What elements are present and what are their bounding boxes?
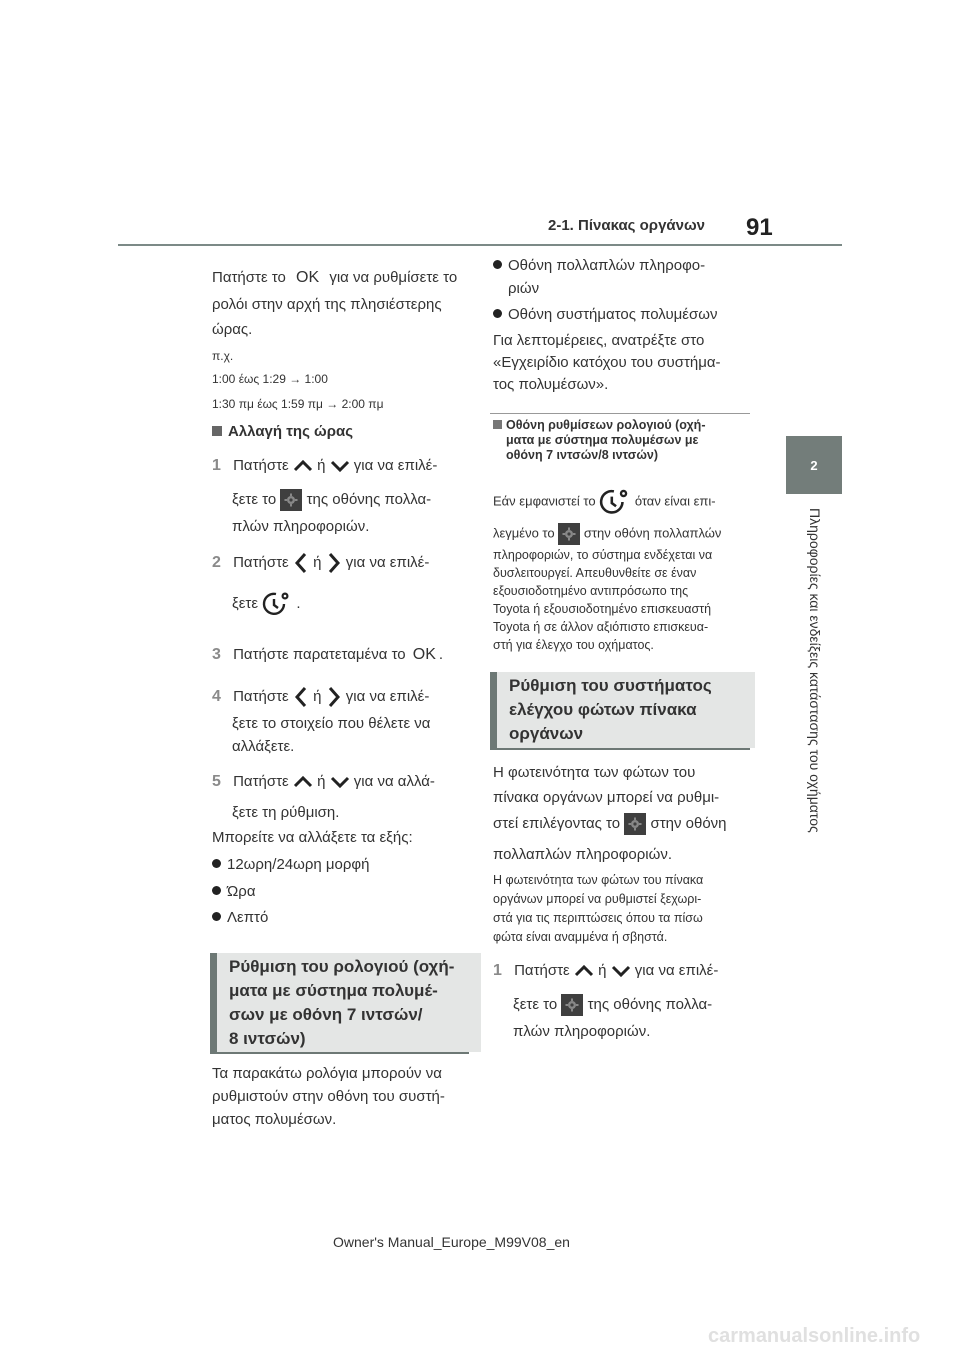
chevron-right-icon: [326, 686, 342, 708]
step-4-line-2: ξετε το στοιχείο που θέλετε να: [232, 715, 431, 732]
lights-body-line: πολλαπλών πληροφοριών.: [493, 846, 673, 863]
lights-body-line: στεί επιλέγοντας το στην οθόνη: [493, 813, 727, 835]
section-box-lights: Ρύθμιση του συστήματος ελέγχου φώτων πίνακα οργάνων: [490, 672, 755, 748]
chevron-left-icon: [293, 552, 309, 574]
intro-line-2: ρολόι στην αρχή της πλησιέστερης: [212, 296, 442, 313]
warning-line: Toyota ή εξουσιοδοτημένο επισκευαστή: [493, 602, 712, 616]
bullet-item-cont: ριών: [508, 280, 540, 297]
chapter-tab: 2: [786, 436, 842, 494]
lights-body-line: Η φωτεινότητα των φώτων του: [493, 764, 696, 781]
box-body-line: ρυθμιστούν στην οθόνη του συστή-: [212, 1088, 445, 1105]
ok-icon: OK: [412, 646, 436, 663]
example-label: π.χ.: [212, 349, 234, 363]
bullet-item: Λεπτό: [212, 908, 268, 928]
intro-line-3: ώρας.: [212, 321, 253, 338]
footer-text: Owner's Manual_Europe_M99V08_en: [333, 1234, 570, 1250]
right-step-1-line-1: 1 Πατήστε ή για να επιλέ-: [493, 962, 719, 979]
chevron-down-icon: [330, 459, 350, 473]
square-bullet-icon: [212, 426, 222, 436]
bullet-item: Οθόνη συστήματος πολυμέσων: [493, 305, 717, 325]
square-bullet-icon: [493, 420, 502, 429]
chevron-down-icon: [611, 964, 631, 978]
lights-body-line: πίνακα οργάνων μπορεί να ρυθμι-: [493, 789, 720, 806]
bullet-item: Οθόνη πολλαπλών πληροφο-: [493, 256, 705, 276]
example-line-2: 1:30 πμ έως 1:59 πμ → 2:00 πμ: [212, 397, 384, 411]
step-1-line-3: πλών πληροφοριών.: [232, 518, 370, 535]
divider: [490, 413, 750, 414]
step-4-line-3: αλλάξετε.: [232, 738, 295, 755]
right-step-1-line-2: ξετε το της οθόνης πολλα-: [513, 994, 712, 1016]
chevron-up-icon: [293, 459, 313, 473]
header-rule: [118, 244, 842, 246]
warning-line: στή για έλεγχο του οχήματος.: [493, 638, 654, 652]
details-line: Για λεπτομέρειες, ανατρέξτε στο: [493, 332, 705, 349]
lights-note-line: οργάνων μπορεί να ρυθμιστεί ξεχωρι-: [493, 892, 702, 906]
section-title: 2-1. Πίνακας οργάνων: [548, 217, 705, 234]
warning-line: εξουσιοδοτημένο αντιπρόσωπο της: [493, 584, 689, 598]
warning-line: πληροφοριών, το σύστημα ενδέχεται να: [493, 548, 713, 562]
details-line: «Εγχειρίδιο κατόχου του συστήμα-: [493, 354, 721, 371]
details-line: τος πολυμέσων».: [493, 376, 609, 393]
box-underline: [210, 1052, 469, 1054]
settings-gear-icon: [561, 994, 583, 1016]
warning-line: Toyota ή σε άλλον αξιόπιστο επισκευα-: [493, 620, 709, 634]
lights-note-line: στά για τις περιπτώσεις όπου τα πίσω: [493, 911, 703, 925]
page-number: 91: [746, 214, 773, 241]
section-box-clock: Ρύθμιση του ρολογιού (οχή- ματα με σύστημα πολυμέ- σων με οθόνη 7 ιντσών/ 8 ιντσών): [210, 953, 481, 1052]
ok-icon: OK: [296, 269, 320, 286]
step-2-line-2: ξετε .: [232, 590, 301, 618]
settings-gear-icon: [280, 489, 302, 511]
settings-gear-icon: [558, 523, 580, 545]
box-body-line: ματος πολυμέσων.: [212, 1111, 337, 1128]
warning-line-2: λεγμένο το στην οθόνη πολλαπλών: [493, 523, 721, 545]
lights-note-line: φώτα είναι αναμμένα ή σβηστά.: [493, 930, 668, 944]
chevron-down-icon: [330, 775, 350, 789]
settings-gear-icon: [624, 813, 646, 835]
change-intro: Μπορείτε να αλλάξετε τα εξής:: [212, 829, 413, 846]
right-step-1-line-3: πλών πληροφοριών.: [513, 1023, 651, 1040]
step-2-line-1: 2 Πατήστε ή για να επιλέ-: [212, 552, 429, 574]
box-body-line: Τα παρακάτω ρολόγια μπορούν να: [212, 1065, 442, 1082]
chevron-up-icon: [293, 775, 313, 789]
step-4-line-1: 4 Πατήστε ή για να επιλέ-: [212, 686, 429, 708]
chevron-right-icon: [326, 552, 342, 574]
box-underline: [490, 748, 750, 750]
chevron-left-icon: [293, 686, 309, 708]
bullet-item: 12ωρη/24ωρη μορφή: [212, 855, 369, 875]
warning-line: δυσλειτουργεί. Απευθυνθείτε σε έναν: [493, 566, 697, 580]
chapter-side-title: Πληροφορίες και ενδείξεις κατάστασης του οχήματος: [807, 508, 823, 833]
clock-settings-icon: [599, 487, 631, 517]
example-line-1: 1:00 έως 1:29 → 1:00: [212, 372, 328, 386]
step-5-line-1: 5 Πατήστε ή για να αλλά-: [212, 773, 435, 790]
step-3-line-1: 3 Πατήστε παρατεταμένα το OK .: [212, 646, 444, 663]
chevron-up-icon: [574, 964, 594, 978]
step-1-line-2: ξετε το της οθόνης πολλα-: [232, 489, 431, 511]
subheading-change-time: Αλλαγή της ώρας: [212, 423, 353, 440]
intro-line-1: Πατήστε το OK για να ρυθμίσετε το: [212, 269, 458, 286]
warning-line-1: Εάν εμφανιστεί το όταν είναι επι-: [493, 487, 716, 517]
watermark: carmanualsonline.info: [708, 1325, 921, 1347]
bullet-item: Ώρα: [212, 882, 256, 902]
step-1-line-1: 1 Πατήστε ή για να επιλέ-: [212, 457, 438, 474]
step-5-line-2: ξετε τη ρύθμιση.: [232, 804, 340, 821]
lights-note-line: Η φωτεινότητα των φώτων του πίνακα: [493, 873, 704, 887]
clock-settings-subheading: Οθόνη ρυθμίσεων ρολογιού (οχή- ματα με σύστημα πολυμέσων με οθόνη 7 ιντσών/8 ιντσών): [493, 418, 705, 463]
clock-settings-icon: [262, 590, 292, 618]
